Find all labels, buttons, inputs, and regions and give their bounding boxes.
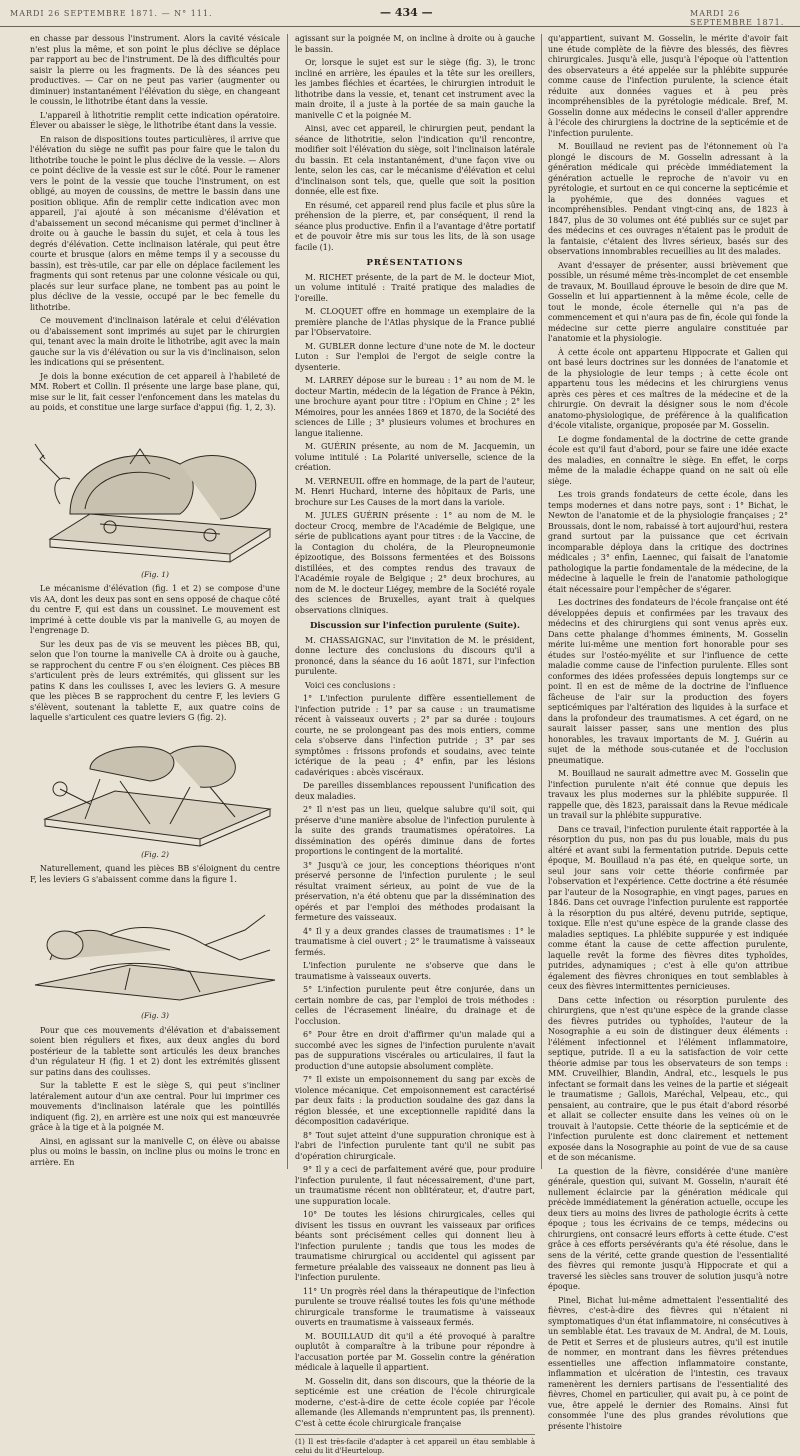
paragraph: L'appareil à lithotritie remplit cette indication opératoire. Élever ou abaisser le siège, le lithotribe étant dans la vessie. bbox=[30, 110, 280, 130]
list-item: 3° Jusqu'à ce jour, les conceptions théoriques n'ont préservé personne de l'infection purulente ; le seul résultat vraiment sérieux, au point de vue de la préservation, n'a été obtenu que par la dissémination des opérés et par l'emploi des méthodes prodaisant la fermeture des vaisseaux. bbox=[295, 860, 535, 922]
list-item: 4° Il y a deux grandes classes de traumatismes : 1° le traumatisme à ciel ouvert ; 2° le traumatisme à vaisseaux fermés. bbox=[295, 926, 535, 957]
paragraph: M. CHASSAIGNAC, sur l'invitation de M. le président, donne lecture des conclusions du discours qu'il a prononcé, dans la séance du 16 août 1871, sur l'infection purulente. bbox=[295, 635, 535, 676]
paragraph: Pinel, Bichat lui-même admettaient l'essentialité des fièvres, c'est-à-dire des fièvres qui n'étaient ni symptomatiques d'un état inflammatoire, ni consécutives à un semblable état. Les travaux de M. Andral, de M. Louis, de Petit et Serres et de plusieurs autres, qu'il est inutile de nommer, en montrant dans les fièvres prétendues essentielles une affection inflammatoire constante, inflammation et ulcération de l'intestin, ces travaux ramenèrent les derniers partisans de l'essentialité des fièvres, Chomel en particulier, qui avait pu, à ce point de vue, être appelé le dernier des Romains. Ainsi fut consommée l'une des plus grandes révolutions que présente l'histoire bbox=[548, 1295, 788, 1431]
paragraph: M. Bouillaud ne revient pas de l'étonnement où l'a plongé le discours de M. Gosselin adressant à la génération médicale qui précède immédiatement la génération actuelle le reproche de n'avoir vu en pyrétologie, et surtout en ce qui concerne la septicémie et la pyohémie, que des données vagues et incompréhensibles. Pendant vingt-cinq ans, de 1823 à 1847, plus de 30 volumes ont été publiés sur ce sujet par des médecins et ces ouvrages n'étaient pas le produit de la fantaisie, c'étaient des livres sérieux, basés sur des observations innombrables recueillies au lit des malades. bbox=[548, 142, 788, 256]
column-2 bbox=[295, 34, 535, 1455]
paragraph: Le dogme fondamental de la doctrine de cette grande école est qu'il faut d'abord, pour se faire une idée exacte des maladies, en connaître le siège. En effet, le corps même de la maladie échappe quand on ne sait où elle siège. bbox=[548, 434, 788, 486]
figure-2 bbox=[30, 729, 280, 861]
paragraph: Ce mouvement d'inclinaison latérale et celui d'élévation ou d'abaissement sont imprimés au sujet par le chirurgien qui, tenant avec la main droite le lithotribe, agit avec la main gauche sur la vis d'élévation ou sur la vis d'inclinaison, selon les indications qui se présentent. bbox=[30, 316, 280, 367]
paragraph: M. JULES GUÉRIN présente : 1° au nom de M. le docteur Crocq, membre de l'Académie de Belgique, une série de publications ayant pour titres : de la Vaccine, de la Contagion du choléra, de la Pleuropneumonie épizootique, des Boissons fermentées et des Boissons distillées, et des comptes rendus des travaux de l'Académie royale de Belgique ; 2° deux brochures, au nom de M. le docteur Liégey, membre de la Société royale des sciences de Bruxelles, ayant trait à quelques observations cliniques. bbox=[295, 511, 535, 615]
paragraph: M. VERNEUIL offre en hommage, de la part de l'auteur, M. Henri Huchard, interne des hôpitaux de Paris, une brochure sur Les Causes de la mort dans la variole. bbox=[295, 476, 535, 507]
paragraph: Sur la tablette E est le siège S, qui peut s'incliner latéralement autour d'un axe central. Pour lui imprimer ces mouvements d'inclinaison latérale que les pointillés indiquent (fig. 2), en arrière est une noix qui est manœuvrée grâce à la tige et à la poignée M. bbox=[30, 1081, 280, 1132]
paragraph: M. GUBLER donne lecture d'une note de M. le docteur Luton : Sur l'emploi de l'ergot de seigle contre la dysenterie. bbox=[295, 341, 535, 372]
paragraph: M. LARREY dépose sur le bureau : 1° au nom de M. le docteur Martin, médecin de la légation de France à Pékin, une brochure ayant pour titre : l'Opium en Chine ; 2° les Mémoires, pour les années 1869 et 1870, de la Société des sciences de Lille ; 3° plusieurs volumes et brochures en langue italienne. bbox=[295, 376, 535, 438]
paragraph: qu'appartient, suivant M. Gosselin, le mérite d'avoir fait une étude complète de la fièvre des blessés, des fièvres chirurgicales. Jusqu'à elle, jusqu'à l'époque où l'attention des observateurs a été appelée sur la phlébite suppurée comme cause de l'infection purulente, la science était réduite aux données vagues et à peu près incompréhensibles de la pyrétologie médicale. Bref, M. Gosselin donne aux médecins le conseil d'aller apprendre à l'école des chirurgiens la doctrine de la septicémie et de l'infection purulente. bbox=[548, 34, 788, 138]
paragraph: Le mécanisme d'élévation (fig. 1 et 2) se compose d'une vis AA, dont les deux pas sont en sens opposé de chaque côté du centre F, qui est dans un coussinet. Le mouvement est imprimé à cette double vis par la manivelle G, au moyen de l'engrenage D. bbox=[30, 584, 280, 635]
paragraph: En résumé, cet appareil rend plus facile et plus sûre la préhension de la pierre, et, par conséquent, il rend la séance plus productive. Enfin il a l'avantage d'être portatif et de pouvoir être mis sur tous les lits, de là son usage facile (1). bbox=[295, 200, 535, 252]
list-item: 7° Il existe un empoisonnement du sang par excès de violence mécanique. Cet empoisonnement est caractérisé par deux faits : la production soudaine des gaz dans la région blessée, et une exceptionnelle rapidité dans la décomposition cadavérique. bbox=[295, 1075, 535, 1126]
paragraph: en chasse par dessous l'instrument. Alors la cavité vésicale n'est plus la même, et son point le plus déclive se déplace par rapport au bec de l'instrument. De là des difficultés pour saisir la pierre ou les fragments. De là des séances peu productives. — Car on ne peut pas varier (augmenter ou diminuer) instantanément l'élévation du siège, en changeant le coussin, le lithotribe étant dans la vessie. bbox=[30, 34, 280, 106]
list-item: 9° Il y a ceci de parfaitement avéré que, pour produire l'infection purulente, il faut nécessairement, d'une part, un traumatisme récent non oblitérateur, et, d'autre part, une suppuration locale. bbox=[295, 1165, 535, 1206]
figure-caption: (Fig. 2) bbox=[141, 849, 169, 859]
figure-caption: (Fig. 1) bbox=[141, 569, 169, 579]
paragraph: M. CLOQUET offre en hommage un exemplaire de la première planche de l'Atlas physique de la France publié par l'Observatoire. bbox=[295, 307, 535, 337]
paragraph: À cette école ont appartenu Hippocrate et Galien qui ont basé leurs doctrines sur les données de l'anatomie et de la physiologie de leur temps ; à cette école ont appartenu tous les médecins et les chirurgiens venus après ces pères et ces maîtres de la médecine et de la chirurgie. On devrait la désigner sous le nom d'école anatomo-physiologique, de préférence à la qualification d'école vitaliste, organique, proposée par M. Gosselin. bbox=[548, 347, 788, 430]
list-item: 10° De toutes les lésions chirurgicales, celles qui divisent les tissus en ouvrant les vaisseaux par orifices béants sont précisément celles qui donnent lieu à l'infection purulente ; tandis que tous les modes de traumatisme chirurgical ou accidentel qui agissent par fermeture préalable des vaisseaux ne donnent pas lieu à l'infection purulente. bbox=[295, 1210, 535, 1282]
paragraph: Ainsi, avec cet appareil, le chirurgien peut, pendant la séance de lithotritie, selon l'indication qu'il rencontre, modifier soit l'élévation du siège, soit l'inclinaison latérale du bassin. Et cela instantanément, d'une façon vive ou lente, selon les cas, car le mécanisme d'élévation et celui d'inclinaison sont tels, que, quelle que soit la position donnée, elle est fixe. bbox=[295, 124, 535, 196]
section-heading-presentations: PRÉSENTATIONS bbox=[366, 258, 464, 268]
figure-caption: (Fig. 3) bbox=[141, 1011, 169, 1020]
paragraph: Avant d'essayer de présenter, aussi brièvement que possible, un résumé même très-incomplet de cet ensemble de travaux, M. Bouillaud éprouve le besoin de dire que M. Gosselin et lui appartiennent à la même école, celle de tout le monde, école éternelle qui n'a pas de commencement et qui n'aura pas de fin, école qui fonde la médecine sur cette pierre angulaire constituée par l'anatomie et la physiologie. bbox=[548, 260, 788, 343]
paragraph: M. RICHET présente, de la part de M. le docteur Miot, un volume intitulé : Traité pratique des maladies de l'oreille. bbox=[295, 272, 535, 303]
figure-1 bbox=[30, 419, 280, 581]
list-item: 5° L'infection purulente peut être conjurée, dans un certain nombre de cas, par l'emploi de trois méthodes : celles de l'écrasement linéaire, du drainage et de l'occlusion. bbox=[295, 985, 535, 1026]
paragraph: M. Bouillaud ne saurait admettre avec M. Gosselin que l'infection purulente n'ait été connue que depuis les travaux les plus modernes sur la phlébite suppurée. Il rappelle que, dès 1823, paraissait dans la Revue médicale un travail sur la phlébite suppurative. bbox=[548, 769, 788, 820]
header-left: MARDI 26 SEPTEMBRE 1871. — N° 111. bbox=[10, 9, 213, 18]
paragraph: Dans ce travail, l'infection purulente était rapportée à la résorption du pus, non pas du pus louable, mais du pus altéré et avant subi la fermentation putride. Depuis cette époque, M. Bouillaud n'a pas été, en quelque sorte, un seul jour sans voir cette théorie confirmée par l'observation et l'expérience. Cette doctrine a été résumée par l'auteur de la Nosographie, en vingt pages, parues en 1846. Dans cet ouvrage l'infection purulente est rapportée à la résorption du pus altéré, devenu putride, septique, toxique. Elle n'est qu'une espèce de la grande classe des maladies septiques. La phlébite suppurée y est indiquée comme étant la cause de cette affection purulente, laquelle revêt la forme des fièvres dites typhoïdes, putrides, adynamiques ; c'est à elle qu'on attribue également des fièvres chroniques en tout semblables à ceux des fièvres intermittentes pernicieuses. bbox=[548, 824, 788, 991]
paragraph: Ainsi, en agissant sur la manivelle C, on élève ou abaisse plus ou moins le bassin, on incline plus ou moins le tronc en arrière. En bbox=[30, 1136, 280, 1167]
paragraph: Or, lorsque le sujet est sur le siège (fig. 3), le tronc incliné en arrière, les épaules et la tête sur les oreillers, les jambes fléchies et écartées, le chirurgien introduit le lithotribe dans la vessie, et, tenant cet instrument avec la main droite, il a juste à la portée de sa main gauche la manivelle C et la poignée M. bbox=[295, 58, 535, 120]
paragraph: Voici ces conclusions : bbox=[305, 680, 396, 690]
paragraph: agissant sur la poignée M, on incline à droite ou à gauche le bassin. bbox=[295, 34, 535, 54]
list-item: L'infection purulente ne s'observe que dans le traumatisme à vaisseaux ouverts. bbox=[295, 961, 535, 981]
lithotrity-apparatus-engraving-1 bbox=[30, 419, 280, 569]
conclusions-list bbox=[295, 694, 535, 1329]
paragraph: Naturellement, quand les pièces BB s'éloignent du centre F, les leviers G s'abaissent comme dans la figure 1. bbox=[30, 864, 280, 884]
column-3 bbox=[548, 34, 788, 1431]
list-item: 8° Tout sujet atteint d'une suppuration chronique est à l'abri de l'infection purulente tant qu'il ne subit pas d'opération chirurgicale. bbox=[295, 1130, 535, 1161]
column-rule bbox=[541, 34, 542, 1169]
list-item: De pareilles dissemblances repoussent l'unification des deux maladies. bbox=[295, 781, 535, 801]
list-item: 2° Il n'est pas un lieu, quelque salubre qu'il soit, qui préserve d'une manière absolue de l'infection purulente à la suite des grands traumatismes opératoires. La dissémination des opérés diminue dans de fortes proportions le contingent de la mortalité. bbox=[295, 805, 535, 856]
list-item: 6° Pour être en droit d'affirmer qu'un malade qui a succombé avec les signes de l'infection purulente n'avait pas de suppurations viscérales ou articulaires, il faut la production d'une autopsie absolument complète. bbox=[295, 1030, 535, 1071]
paragraph: Sur les deux pas de vis se meuvent les pièces BB, qui, selon que l'on tourne la manivelle CA à droite ou à gauche, se rapprochent du centre F ou s'en éloignent. Ces pièces BB s'articulent près de leurs extrémités, qui glissent sur les patins K dans les coulisses I, avec les leviers G. A mesure que les pièces B se rapprochent du centre F, les leviers G s'élèvent, soutenant la tablette E, aux quatre coins de laquelle s'articulent ces quatre leviers G (fig. 2). bbox=[30, 639, 280, 722]
paragraph: M. BOUILLAUD dit qu'il a été provoqué à paraître ouplutôt à comparaître à la tribune pour répondre à l'accusation portée par M. Gosselin contre la génération médicale à laquelle il appartient. bbox=[295, 1331, 535, 1372]
page-number: — 434 — bbox=[380, 6, 433, 19]
paragraph: La question de la fièvre, considérée d'une manière générale, question qui, suivant M. Gosselin, n'aurait été nullement éclaircie par la génération médicale qui précède immédiatement la génération actuelle, occupe les deux tiers au moins des livres de pathologie écrits à cette époque ; tous les écrivains de ce temps, médecins ou chirurgiens, ont consacré leurs efforts à cette étude. C'est grâce à ces efforts persévérants qu'a été résolue, dans le sens de la vérité, cette grande question de l'essentialité des fièvres qui remonte jusqu'à Hippocrate et qui a traversé les siècles sans trouver de solution jusqu'à notre époque. bbox=[548, 1166, 788, 1291]
page-header bbox=[0, 0, 800, 27]
paragraph: Les doctrines des fondateurs de l'école française ont été développées depuis et confirmées par les travaux des médecins et des chirurgiens qui sont venus après eux. Dans cette phalange d'hommes éminents, M. Gosselin mérite lui-même une mention fort honorable pour ses études sur l'ostéo-myélite et sur l'influence de cette maladie comme cause de l'infection purulente. Elles sont conformes des idées professées depuis longtemps sur ce point. Il en est de même de la doctrine de l'influence fâcheuse de l'air sur la production des foyers septicémiques par l'altération des liquides à la surface et dans la profondeur des traumatismes. A cet égard, on ne saurait laisser passer, sans une mention des plus honorables, les travaux importants de M. J. Guérin au sujet de la méthode sous-cutanée et de l'occlusion pneumatique. bbox=[548, 598, 788, 765]
footnote: (1) Il est très-facile d'adapter à cet appareil un étau semblable à celui du lit d'Heurteloup. bbox=[295, 1434, 535, 1456]
paragraph: Dans cette infection ou résorption purulente des chirurgiens, que n'est qu'une espèce de la grande classe des fièvres putrides ou typhoïdes, l'auteur de la Nosographie a eu soin de distinguer deux éléments : l'élément infectionnel et l'élément inflammatoire, septique, putride. Il a eu la satisfaction de voir cette théorie admise par tous les observateurs de son temps : MM. Cruveilhier, Blandin, Andral, etc., lesquels le pus infectant se formait dans les veines de la partie et siégeait le traumatisme ; Gallois, Maréchal, Velpeau, etc., qui pensaient, au contraire, que le pus était d'abord résorbé et allait se collecter ensuite dans les veines où on le trouvait à l'autopsie. Cette théorie de la septicémie et de l'infection purulente est donc clairement et nettement exposée dans la Nosographie au point de vue de sa cause et de son mécanisme. bbox=[548, 995, 788, 1162]
paragraph: Les trois grands fondateurs de cette école, dans les temps modernes et dans notre pays, sont : 1° Bichat, le Newton de l'anatomie et de la physiologie françaises ; 2° Broussais, dont le nom, rabaissé à tort aujourd'hui, restera grand surtout par la puissance que cet écrivain incomparable déploya dans la critique des doctrines médicales ; 3° enfin, Laennec, qui faisait de l'anatomie pathologique la partie fondamentale de la médecine, de la médecine à laquelle le frein de l'anatomie pathologique était nécessaire pour l'empêcher de s'égarer. bbox=[548, 490, 788, 594]
header-right: MARDI 26 SEPTEMBRE 1871. bbox=[690, 9, 785, 27]
patient-on-apparatus-engraving bbox=[30, 890, 280, 1010]
section-heading-discussion: Discussion sur l'infection purulente (Suite). bbox=[310, 621, 520, 631]
figure-3 bbox=[30, 890, 280, 1022]
list-item: 1° L'infection purulente diffère essentiellement de l'infection putride : 1° par sa cause : un traumatisme récent à vaisseaux ouverts ; 2° par sa durée : toujours courte, ne se prolongeant pas des mois entiers, comme cela s'observe dans l'infection putride ; 3° par ses symptômes : frissons profonds et soudains, avec teinte ictérique de la peau ; 4° enfin, par les lésions cadavériques : abcès viscéraux. bbox=[295, 694, 535, 777]
paragraph: Je dois la bonne exécution de cet appareil à l'habileté de MM. Robert et Collin. Il présente une large base plane, qui, mise sur le lit, fait cesser l'enfoncement dans les matelas du au poids, et constitue une large surface d'appui (fig. 1, 2, 3). bbox=[30, 371, 280, 412]
paragraph: M. GUÉRIN présente, au nom de M. Jacquemin, un volume intitulé : La Polarité universelle, science de la création. bbox=[295, 442, 535, 472]
paragraph: En raison de dispositions toutes particulières, il arrive que l'élévation du siège ne suffit pas pour faire que le talon du lithotribe touche le point le plus déclive de la vessie. — Alors ce point déclive de la vessie est sur le côté. Pour le ramener vers le point de la vessie que touche l'instrument, on est obligé, au moyen de coussins, de mettre le bassin dans une position oblique. Afin de remplir cette indication avec mon appareil, j'ai ajouté à son mécanisme d'élévation et d'abaissement un second mécanisme qui permet d'incliner à droite ou à gauche le bassin du sujet, et cela à tous les degrés d'élévation. Cette inclinaison latérale, qui peut être courte et brusque (alors en même temps il y a secousse du bassin), est très-utile, car par elle on déplace facilement les fragments qui sont retenus par une colonne vésicale ou qui, placés sur leur surface plane, ne tombent pas au point le plus déclive de la vessie, occupé par le bec femelle du lithotribe. bbox=[30, 134, 280, 312]
list-item: 11° Un progrès réel dans la thérapeutique de l'infection purulente se trouve réalisé toutes les fois qu'une méthode chirurgicale transforme le traumatisme à vaisseaux ouverts en traumatisme à vaisseaux fermés. bbox=[295, 1286, 535, 1327]
paragraph: M. Gosselin dit, dans son discours, que la théorie de la septicémie est une création de l'école chirurgicale moderne, c'est-à-dire de cette école copiée par l'école allemande (les Allemands n'empruntent pas, ils prennent). C'est à cette école chirurgicale française bbox=[295, 1376, 535, 1428]
lithotrity-apparatus-engraving-2 bbox=[30, 729, 280, 849]
column-rule bbox=[287, 34, 288, 1169]
paragraph: Pour que ces mouvements d'élévation et d'abaissement soient bien réguliers et fixes, aux deux angles du bord postérieur de la tablette sont articulés les deux branches d'un régulateur H (fig. 1 et 2) dont les extrémités glissent sur patins dans des coulisses. bbox=[30, 1025, 280, 1077]
column-1 bbox=[30, 34, 280, 1169]
